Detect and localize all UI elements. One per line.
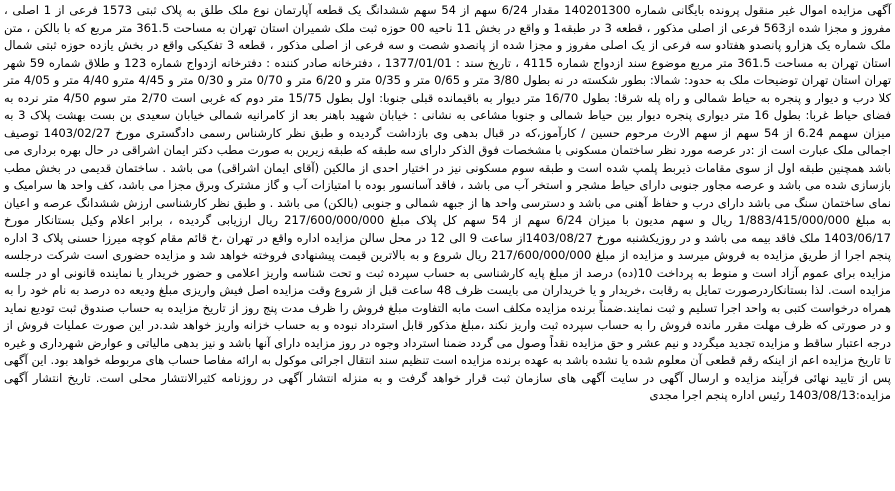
auction-notice-body: آگهی مزایده اموال غیر منقول پرونده بایگانی شماره 140201300 مقدار 6/24 سهم از 54 سهم ششدانگ یک قطعه آپارتمان نوع ملک طلق به پلاک ثبتی 1573 فرعی از 1 اصلی ، مفروز و مجزا شده از563 فرعی از اصلی مذکور ، قطعه 3 در طبقه1 و واقع در بخش 11 ناحیه 00 حوزه ثبت ملک شمیران استان تهران به مساحت 361.5 متر مربع که با بالکن ، متن ملک شماره یک هزارو پانصدو هفتادو سه فرعی از یک اصلی مفروز و مجزا شده از پانصدو شصت و سه فرعی از اصلی مذکور ، قطعه 3 تفکیکی واقع در بخش یازده حوزه ثبتی شمال استان تهران به مساحت 361.5 متر مربع موضوع سند ازدواج شماره 4115 ، تاریخ سند : 1377/01/01 ، دفترخانه صادر کننده : دفترخانه ازدواج شماره 123 و طلاق شماره 59 شهر تهران استان تهران توضیحات ملک به حدود: شمالا: بطور شکسته در نه بطول 3/80 متر و 0/65 متر و 0/35 متر و 6/20 متر و 0/70 متر و 0/30 متر و 4/45 مترو 4/40 متر و 4/05 متر کلا درب و دیوار و پنجره به حیاط شمالی و راه پله شرقا: بطول 16/70 متر دیوار به باقیمانده قبلی جنوبا: اول بطول 15/75 متر دوم که غربی است 2/70 متر سوم 4/50 متر نرده به فضای حیاط غربا: بطول 16 متر دیواری پنجره دیوار بین حیاط شمالی و جنوبا مشاعی به نشانی : خیابان شهید باهنر بعد از کامرانیه شمالی خیابان سعیدی بن بست بهشت پلاک 3 به میزان سهمم 6.24 از 54 سهم از سهم الارث مرحوم حسین / کارآموز،که در قبال بدهی وی بازداشت گردیده و طبق نظر کارشناس رسمی دادگستری مورخ 1403/02/27 توصیف اجمالی ملک عبارت است از :در عرصه مورد نظر ساختمان مسکونی با مشخصات فوق الذکر دارای سه طبقه که طبقه زیرین به صورت مطب دکتر ایمان اشراقی در حال بهره برداری می باشد همچنین طبقه اول از سوی مقامات ذیربط پلمپ شده است و طبقه سوم مسکونی نیز در اختیار احدی از مالکین (آقای ایمان اشراقی) می باشد . ساختمان قدیمی در بخش مطب بازسازی شده می باشد و عرصه مجاور جنوبی دارای حیاط مشجر و استخر آب می باشد ، فاقد آسانسور بوده با امتیازات آب و گاز مشترک وبرق مجزا می باشد، کف واحد ها سرامیک و نمای ساختمان سنگ می باشد دارای درب و حفاظ آهنی می باشد و دسترسی واحد ها از جبهه شمالی و جنوبی (بالکن) می باشد . و طبق نظر کارشناسی ارزش ششدانگ عرصه و اعیان به مبلغ 1/883/415/000/000 ریال و سهم مدیون با میزان 6/24 سهم از 54 سهم کل پلاک مبلغ 217/600/000/000 ریال ارزیابی گردیده ، برابر اعلام وکیل بستانکار مورخ 1403/06/17 ملک فاقد بیمه می باشد و در روزیکشنبه مورخ 1403/08/27از ساعت 9 الی 12 در محل سالن مزایده اداره واقع در تهران ،خ قائم مقام کوچه میرزا حسنی پلاک 3 اداره پنجم اجرا از طریق مزایده به فروش میرسد و مزایده از مبلغ 217/600/000/000 ریال شروع و به بالاترین قیمت پیشنهادی فروخته خواهد شد و مزایده حضوری است شرکت درجلسه مزایده برای عموم آزاد است و منوط به پرداخت 10(ده) درصد از مبلغ پایه کارشناسی به حساب سپرده ثبت و تحت شناسه واریز اعلامی و حضور خریدار یا نماینده قانونی او در جلسه مزایده است. لذا بستانکاردرصورت تمایل به رقابت ،خریدار و یا خریداران می بایست ظرف 48 ساعت قبل از شروع وقت مزایده اصل فیش واریزی مبلغ ودیعه ده درصد به نام خود را به همراه درخواست کتبی به واحد اجرا تسلیم و ثبت نمایند.ضمناً برنده مزایده مکلف است مابه التفاوت مبلغ فروش را ظرف مدت پنج روز از تاریخ مزایده به حساب صندوق ثبت تودیع نماید و در صورتی که ظرف مهلت مقرر مانده فروش را به حساب سپرده ثبت واریز نکند ،مبلغ مذکور قابل استرداد نبوده و به حساب خزانه واریز خواهد شد.در این صورت عملیات فروش از درجه اعتبار ساقط و مزایده تجدید میگردد و نیم عشر و حق مزایده نقداً وصول می گردد ضمنا استرداد وجوه در روز مزایده دارای آنها باشد و نیز بدهی مالیاتی و عوارض شهرداری و غیره تا تاریخ مزایده اعم از اینکه رقم قطعی آن معلوم شده یا نشده باشد به عهده برنده مزایده است تنظیم سند انتقال اجرائی موکول به ارائه مفاصا حساب های مربوطه خواهد بود. این آگهی پس از تایید نهائی فرآیند مزایده و ارسال آگهی در سایت آگهی های سازمان ثبت قرار خواهد گرفت و به منزله انتشار آگهی در روزنامه کثیرالانتشار محلی است. تاریخ انتشار آگهی مزایده:1403/08/13 رئیس اداره پنجم اجرا مجدی xyxy=(4,3,892,402)
